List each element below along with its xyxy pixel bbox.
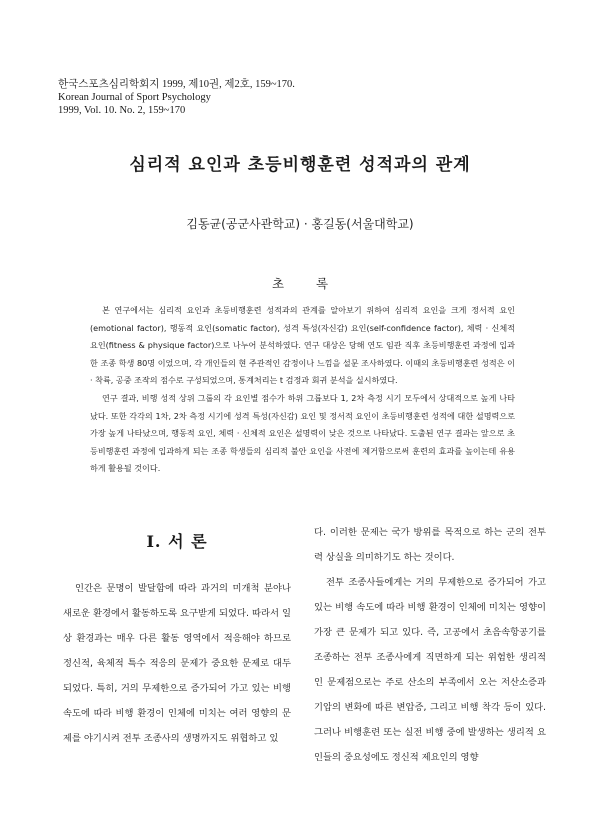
abstract-paragraph-1: 본 연구에서는 심리적 요인과 초등비행훈련 성적과의 관계를 알아보기 위하여 심리적 요인을 크게 정서적 요인(emotional factor), 행동적 요인(somatic factor), 성격 특성(자신감) 요인(self-confidence factor), 체력 · 신체적 요인(fitness & physique factor)으로 나누어 분석하였다. 연구 대상은 당해 연도 임관 직후 초등비행훈련 과정에 입과한 조종 학생 80명 이었으며, 각 개인들의 현 주관적인 감정이나 느낌을 설문 조사하였다. 이때의 초등비행훈련 성적은 이 · 착륙, 공중 조작의 점수로 구성되었으며, 통계처리는 t 검정과 회귀 분석을 실시하였다. <box>90 305 515 386</box>
journal-citation-english: 1999, Vol. 10. No. 2, 159~170 <box>58 105 186 116</box>
journal-header <box>58 78 295 117</box>
author-line: 김동균(공군사관학교) · 홍길동(서울대학교) <box>186 217 414 231</box>
right-column <box>314 520 546 770</box>
intro-paragraph-1-continued: 다. 이러한 문제는 국가 방위를 목적으로 하는 군의 전투력 상실을 의미하기도 하는 것이다. <box>314 527 546 563</box>
intro-paragraph-2: 전투 조종사들에게는 거의 무제한으로 증가되어 가고 있는 비행 속도에 따라 비행 환경이 인체에 미치는 영향이 가장 큰 문제가 되고 있다. 즉, 고공에서 초음속항공기를 조종하는 전투 조종사에게 직면하게 되는 위험한 생리적인 문제점으로는 주로 산소의 부족에서 오는 저산소증과 기압의 변화에 따른 변압증, 그리고 비행 착각 등이 있다. 그러나 비행훈련 또는 실전 비행 중에 발생하는 생리적 요인들의 중요성에도 정신적 제요인의 영향 <box>314 577 546 763</box>
abstract-heading: 초 록 <box>271 276 343 291</box>
journal-name-english: Korean Journal of Sport Psychology <box>58 92 211 103</box>
abstract-body <box>90 302 515 478</box>
abstract-paragraph-2: 연구 결과, 비행 성적 상위 그룹의 각 요인별 점수가 하위 그룹보다 1, 2차 측정 시기 모두에서 상대적으로 높게 나타났다. 또한 각각의 1차, 2차 측정 시기에 성격 특성(자신감) 요인 및 정서적 요인이 초등비행훈련 성적에 대한 설명력으로 가장 높게 나타났으며, 행동적 요인, 체력 · 신체적 요인은 설명력이 낮은 것으로 나타났다. 도출된 연구 결과는 앞으로 초등비행훈련 과정에 입과하게 되는 조종 학생들의 심리적 불안 요인을 사전에 제거함으로써 훈련의 효과를 높이는데 유용하게 활용될 것이다. <box>90 392 515 474</box>
paper-title: 심리적 요인과 초등비행훈련 성적과의 관계 <box>129 155 471 175</box>
left-column <box>63 520 291 751</box>
journal-citation-korean: 한국스포츠심리학회지 1999, 제10권, 제2호, 159~170. <box>58 79 295 90</box>
intro-paragraph-1: 인간은 문명이 발달함에 따라 과거의 미개척 분야나 새로운 환경에서 활동하도록 요구받게 되었다. 따라서 일상 환경과는 매우 다른 활동 영역에서 적응해야 하므로 정신적, 육체적 특수 적응의 문제가 중요한 문제로 대두되었다. 특히, 거의 무제한으로 증가되어 가고 있는 비행 속도에 따라 비행 환경이 인체에 미치는 여러 영향의 문제를 야기시켜 전투 조종사의 생명까지도 위협하고 있 <box>63 583 291 744</box>
section-heading-introduction: I. 서 론 <box>146 532 208 551</box>
